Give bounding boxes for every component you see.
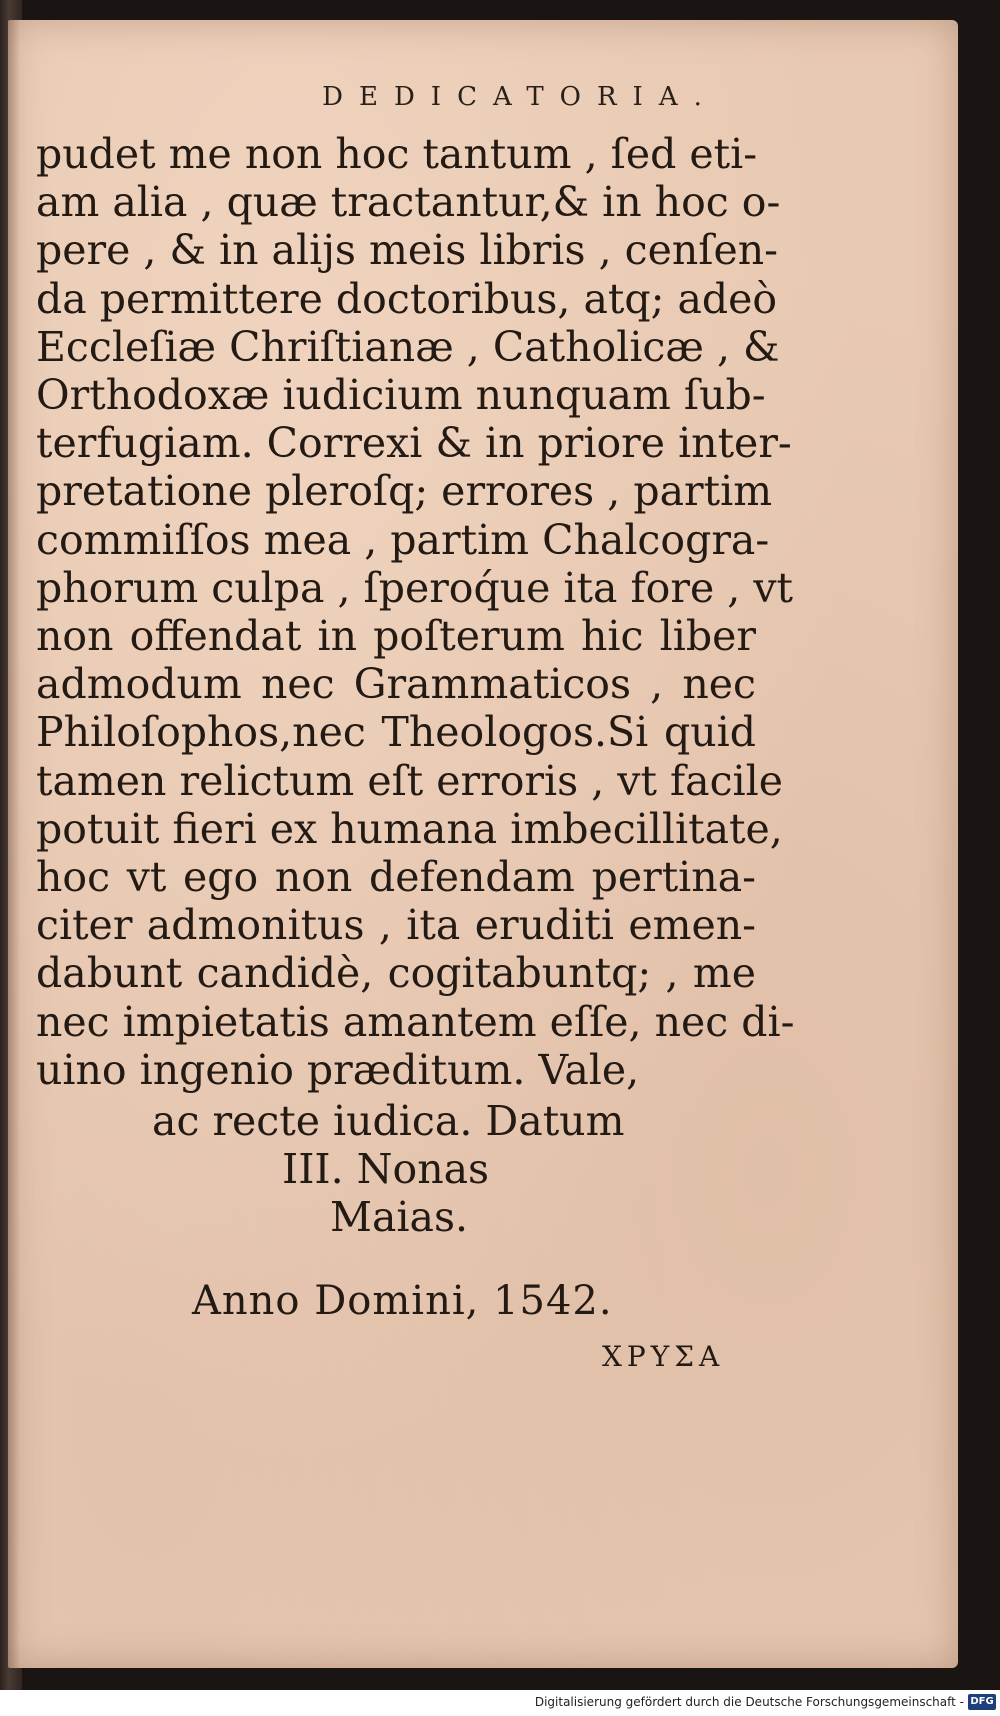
- dfg-logo: DFG: [968, 1694, 996, 1710]
- closing-line-3: Maias.: [330, 1193, 469, 1241]
- text-line: dabunt candidè, cogitabuntq; , me: [36, 949, 756, 998]
- anno-domini-date: Anno Domini, 1542.: [192, 1278, 613, 1324]
- dedication-body-text: [36, 130, 795, 1094]
- text-line: Eccleſiæ Chriſtianæ , Catholicæ , &: [36, 322, 780, 371]
- text-line: am alia , quæ tractantur,& in hoc o-: [36, 178, 781, 227]
- page-gutter-shadow: [8, 20, 20, 1668]
- text-line: terfugiam. Correxi & in priore inter-: [36, 419, 792, 468]
- text-line: pudet me non hoc tantum , ſed eti-: [36, 130, 758, 178]
- text-line: Philoſophos,nec Theologos.Si quid: [36, 708, 756, 757]
- text-line: da permittere doctoribus, atq; adeò: [36, 274, 778, 323]
- text-line: citer admonitus , ita eruditi emen-: [36, 901, 756, 950]
- text-line: uino ingenio præditum. Vale,: [36, 1045, 640, 1094]
- text-line: non offendat in poſterum hic liber: [36, 612, 756, 661]
- closing-line-1: ac recte iudica. Datum: [152, 1097, 625, 1145]
- text-line: nec impietatis amantem eſſe, nec di-: [36, 997, 795, 1046]
- text-line: potuit fieri ex humana imbecillitate,: [36, 804, 783, 853]
- text-line: admodum nec Grammaticos , nec: [36, 660, 756, 709]
- text-line: Orthodoxæ iudicium nunquam ſub-: [36, 371, 766, 420]
- catchword-signature: XPYΣA: [602, 1340, 725, 1373]
- text-line: tamen relictum eſt erroris , vt facile: [36, 756, 784, 805]
- text-line: phorum culpa , ſperoq́ue ita fore , vt: [36, 563, 793, 612]
- closing-line-2: III. Nonas: [282, 1145, 490, 1193]
- funding-credit: Digitalisierung gefördert durch die Deutsche Forschungsgemeinschaft -: [534, 1695, 964, 1709]
- running-head: DEDICATORIA.: [322, 82, 718, 112]
- text-line: pretatione pleroſq; errores , partim: [36, 467, 773, 516]
- text-line: pere , & in alijs meis libris , cenſen-: [36, 226, 778, 275]
- text-line: hoc vt ego non defendam pertina-: [36, 853, 756, 902]
- footer-bar: [0, 1690, 1000, 1716]
- text-line: commiſſos mea , partim Chalcogra-: [36, 515, 770, 564]
